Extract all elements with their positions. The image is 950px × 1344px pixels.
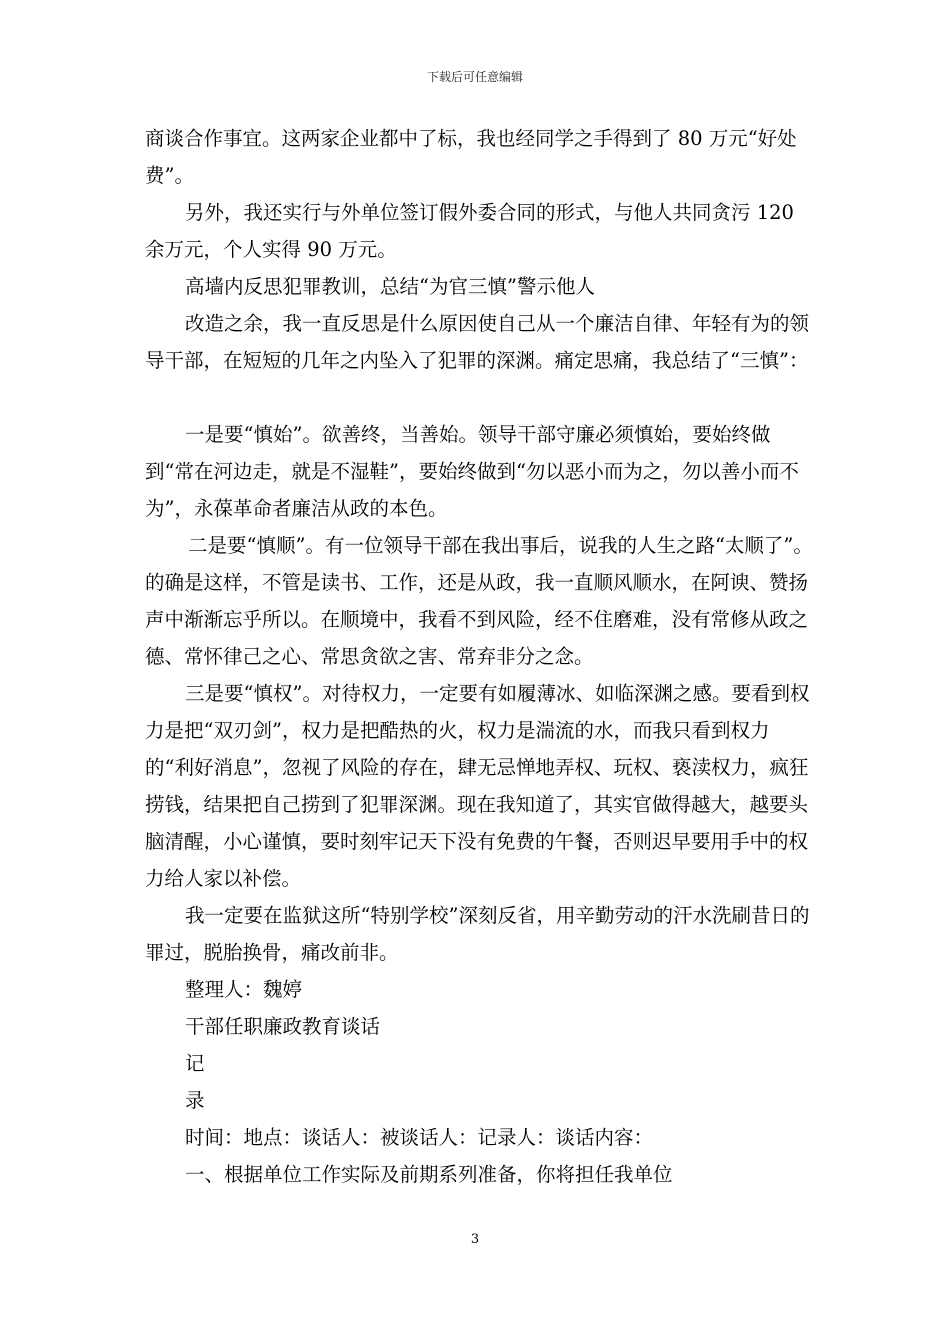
paragraph-continuation: 商谈合作事宜。这两家企业都中了标，我也经同学之手得到了 80 万元“好处费”。	[145, 127, 797, 187]
title-char: 记	[185, 1052, 205, 1075]
paragraph: 另外，我还实行与外单位签订假外委合同的形式，与他人共同贪污 120 余万元，个人实得 90 万元。	[145, 201, 794, 261]
title-char: 录	[185, 1089, 205, 1112]
editor-line: 整理人：魏婷	[185, 978, 303, 1001]
paragraph: 二是要“慎顺”。有一位领导干部在我出事后，说我的人生之路“太顺了”。的确是这样，不管是读书、工作，还是从政，我一直顺风顺水，在阿谀、赞扬声中渐渐忘乎所以。在顺境中，我看不到风险，经不住磨难，没有常修从政之德、常怀律己之心、常思贪欲之害、常弃非分之念。	[145, 534, 813, 668]
paragraph: 我一定要在监狱这所“特别学校”深刻反省，用辛勤劳动的汗水洗刷昔日的罪过，脱胎换骨，痛改前非。	[145, 904, 810, 964]
paragraph: 三是要“慎权”。对待权力，一定要有如履薄冰、如临深渊之感。要看到权力是把“双刃剑”，权力是把酷热的火，权力是湍流的水，而我只看到权力的“利好消息”，忽视了风险的存在，肆无忌惮地弄权、玩权、亵渎权力，疯狂捞钱，结果把自己捞到了犯罪深渊。现在我知道了，其实官做得越大，越要头脑清醒，小心谨慎，要时刻牢记天下没有免费的午餐，否则迟早要用手中的权力给人家以补偿。	[145, 682, 810, 890]
page-header: 下载后可任意编辑	[426, 70, 523, 84]
page-number: 3	[470, 1232, 480, 1247]
paragraph: 一、根据单位工作实际及前期系列准备，你将担任我单位	[185, 1163, 673, 1186]
paragraph: 一是要“慎始”。欲善终，当善始。领导干部守廉必须慎始，要始终做到“常在河边走，就是不湿鞋”，要始终做到“勿以恶小而为之，勿以善小而不为”，永葆革命者廉洁从政的本色。	[145, 423, 799, 520]
section-heading: 高墙内反思犯罪教训，总结“为官三慎”警示他人	[185, 275, 595, 298]
paragraph: 改造之余，我一直反思是什么原因使自己从一个廉洁自律、年轻有为的领导干部，在短短的几年之内坠入了犯罪的深渊。痛定思痛，我总结了“三慎”：	[145, 312, 810, 372]
document-body	[145, 120, 813, 1193]
record-fields: 时间：地点：谈话人：被谈话人：记录人：谈话内容：	[185, 1126, 654, 1149]
blank-line	[145, 379, 813, 416]
document-title: 干部任职廉政教育谈话	[185, 1015, 381, 1038]
